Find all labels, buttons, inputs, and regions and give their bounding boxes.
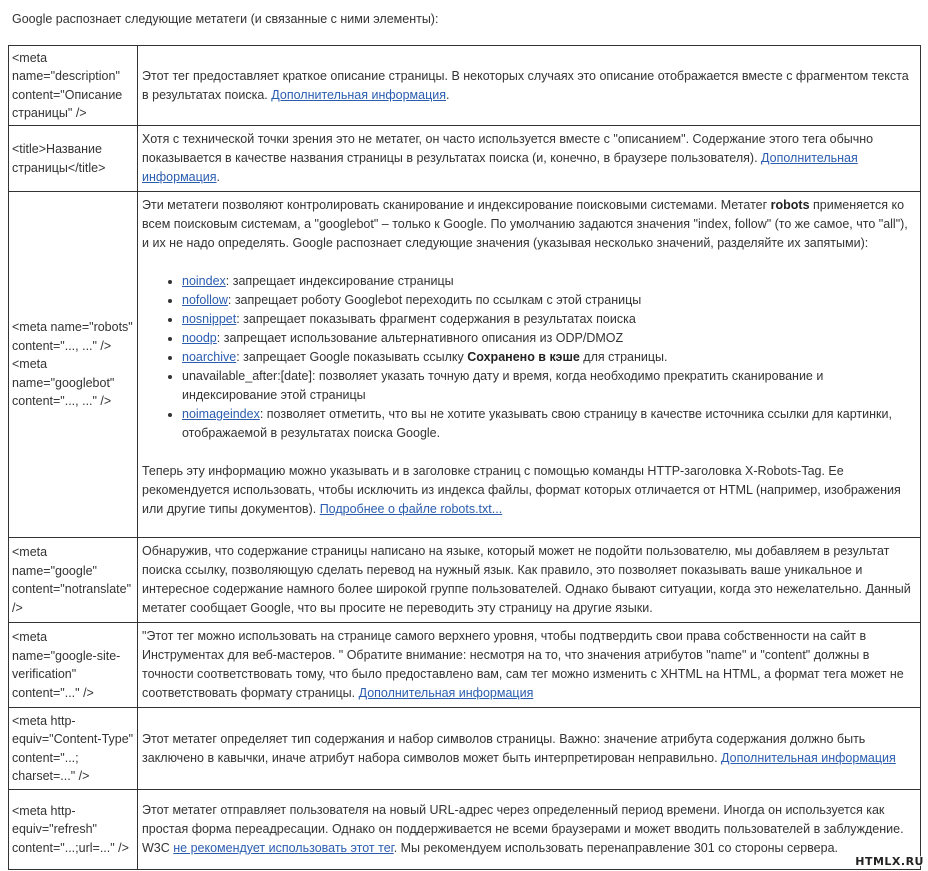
googlebot-tag: <meta name="googlebot" content="..., ..." /> — [12, 357, 115, 409]
directive-link-noodp[interactable]: noodp — [182, 331, 217, 345]
table-row — [9, 623, 921, 708]
directive-link-noimageindex[interactable]: noimageindex — [182, 407, 260, 421]
more-info-link[interactable]: Дополнительная информация — [358, 686, 534, 700]
more-info-link[interactable]: Дополнительная информация — [721, 750, 896, 765]
description-cell: Хотя с технической точки зрения это не метатег, он часто используется вместе с "описанием". Содержание этого тега обычно показывается в качестве названия страницы в результатах поиска (и, конечно, в браузере пользователя). Дополнительная информация. — [138, 126, 921, 192]
list-item: • nofollow: запрещает роботу Googlebot переходить по ссылкам с этой страницы — [182, 291, 916, 310]
robots-tag: <meta name="robots" content="..., ..." /> — [12, 320, 133, 353]
description-cell — [138, 192, 921, 538]
tag-cell: <title>Название страницы</title> — [9, 126, 138, 192]
list-item: • noodp: запрещает использование альтернативного описания из ODP/DMOZ — [182, 329, 916, 348]
list-item: • noarchive: запрещает Google показывать ссылку Сохранено в кэше для страницы. — [182, 348, 916, 367]
list-item: • noimageindex: позволяет отметить, что вы не хотите указывать свою страницу в качестве источника ссылки для картинки, отображаемой в результатах поиска Google. — [182, 405, 916, 443]
description-cell — [138, 538, 921, 623]
robots-txt-link[interactable]: Подробнее о файле robots.txt... — [319, 502, 503, 516]
description-text: "Этот тег можно использовать на странице самого верхнего уровня, чтобы подтвердить свои права собственности на сайт в Инструментах для веб-мастеров. " Обратите внимание: несмотря на то, что значения атрибутов "name" и "content" должны в точности соответствовать тому, что было предоставлено вам, сам тег можно изменить с XHTML на HTML, а формат тега может не соответствовать формату страницы. — [142, 629, 904, 700]
list-item: • nosnippet: запрещает показывать фрагмент содержания в результатах поиска — [182, 310, 916, 329]
robots-intro: Эти метатеги позволяют контролировать сканирование и индексирование поисковыми системами. Метатег robots применяется ко всем поисковым системам, а "googlebot" – только к Google. По умолчанию задаются значения "index, follow" (то же самое, что "all"), и их не надо определять. Google распознает следующие значения (указывая несколько значений, разделяйте их запятыми): — [142, 198, 908, 250]
directive-link-noarchive[interactable]: noarchive — [182, 350, 237, 364]
description-text: Хотя с технической точки зрения это не метатег, он часто используется вместе с "описанием". Содержание этого тега обычно показывается в качестве названия страницы в результатах поиска (и, конечно, в браузере пользователя). — [142, 132, 874, 165]
meta-tags-table — [8, 45, 921, 870]
table-row — [9, 538, 921, 623]
directive-list — [142, 272, 916, 443]
description-text: Обнаружив, что содержание страницы написано на языке, который может не подойти пользователю, мы добавляем в результат поиска ссылку, позволяющую сделать перевод на нужный язык. Как правило, это позволяет показывать ваше уникальное и интересное содержание намного более широкой группе пользователей. Однако бывают ситуации, когда это нежелательно. Данный метатег сообщает Google, что вы просите не переводить эту страницу на другие языки. — [142, 544, 911, 615]
tag-cell: <meta name="google" content="notranslate" /> — [9, 538, 138, 623]
tag-cell: <meta http-equiv="refresh" content="...;url=..." /> — [9, 790, 138, 870]
more-info-link[interactable]: Дополнительная информация — [142, 151, 858, 184]
tag-cell: <meta name="description" content="Описание страницы" /> — [9, 46, 138, 126]
site-watermark: HTMLX.RU — [855, 855, 924, 868]
table-row — [9, 192, 921, 538]
table-row — [9, 790, 921, 870]
description-text: Этот метатег отправляет пользователя на новый URL-адрес через определенный период времени. Иногда он используется как простая форма переадресации. Однако он поддерживается не всеми браузерами и может вводить пользователей в заблуждение. W3C — [142, 803, 904, 855]
list-item: • noindex: запрещает индексирование страницы — [182, 272, 916, 291]
intro-text: Google распознает следующие метатеги (и связанные с ними элементы): — [12, 12, 439, 26]
directive-link-nosnippet[interactable]: nosnippet — [182, 312, 237, 326]
directive-link-noindex[interactable]: noindex — [182, 274, 226, 288]
tag-cell — [9, 192, 138, 538]
tag-cell: <meta name="google-site-verification" content="..." /> — [9, 623, 138, 708]
robots-header-note: Теперь эту информацию можно указывать и в заголовке страниц с помощью команды HTTP-заголовка X-Robots-Tag. Ее рекомендуется использовать, чтобы исключить из индекса файлы, формат которых отличается от HTML (например, изображения или другие типы документов). Подробнее о файле robots.txt... — [142, 464, 901, 516]
description-cell: Этот тег предоставляет краткое описание страницы. В некоторых случаях это описание отображается вместе с фрагментом текста в результатах поиска. Дополнительная информация. — [138, 46, 921, 126]
tag-cell: <meta http-equiv="Content-Type" content="...; charset=..." /> — [9, 708, 138, 790]
more-info-link[interactable]: Дополнительная информация — [271, 87, 447, 102]
description-cell — [138, 708, 921, 790]
w3c-link[interactable]: не рекомендует использовать этот тег — [173, 841, 394, 855]
cache-label: Сохранено в кэше — [467, 350, 580, 364]
description-cell: Этот метатег отправляет пользователя на новый URL-адрес через определенный период времени. Иногда он используется как простая форма переадресации. Однако он поддерживается не всеми браузерами и может вводить пользователей в заблуждение. W3C не рекомендует использовать этот тег. Мы рекомендуем использовать перенаправление 301 со стороны сервера. — [138, 790, 921, 870]
list-item: • unavailable_after:[date]: позволяет указать точную дату и время, когда необходимо прекратить сканирование и индексирование этой страницы — [182, 367, 916, 405]
directive-link-nofollow[interactable]: nofollow — [182, 293, 228, 307]
table-row — [9, 708, 921, 790]
description-cell — [138, 623, 921, 708]
robots-keyword: robots — [770, 198, 810, 212]
table-row — [9, 126, 921, 192]
description-text: Этот тег предоставляет краткое описание страницы. В некоторых случаях это описание отображается вместе с фрагментом текста в результатах поиска. — [142, 68, 909, 102]
table-row — [9, 46, 921, 126]
description-text: Этот метатег определяет тип содержания и набор символов страницы. Важно: значение атрибута содержания должно быть заключено в кавычки, иначе атрибут набора символов может быть интерпретирован неправильно. — [142, 731, 866, 765]
